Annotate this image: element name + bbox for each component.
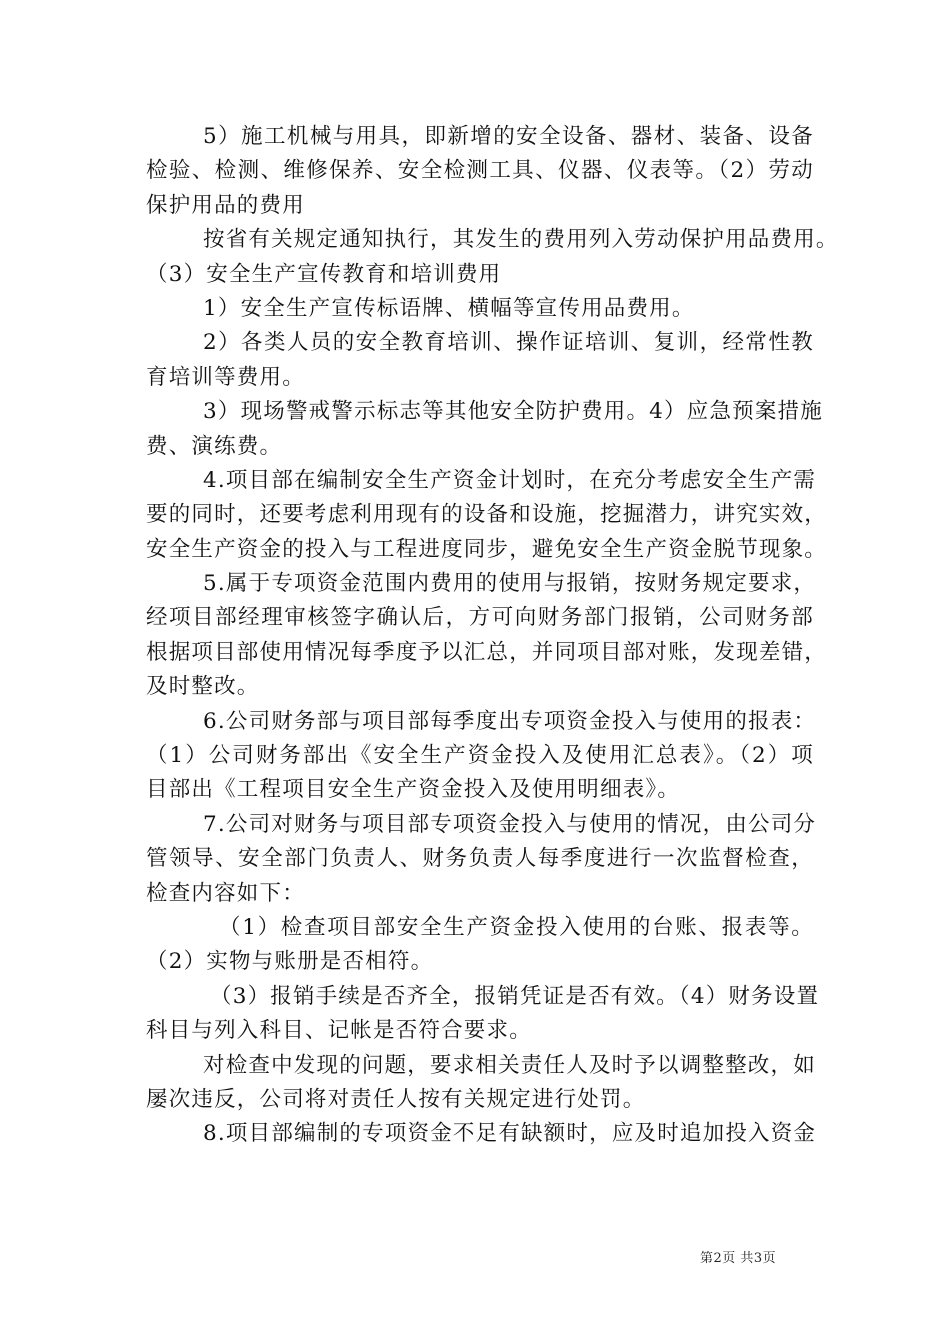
text-line: 及时整改。 [146, 674, 260, 700]
text-line: 对检查中发现的问题，要求相关责任人及时予以调整整改，如 [203, 1052, 816, 1078]
text-line: 7.公司对财务与项目部专项资金投入与使用的情况，由公司分 [203, 811, 817, 837]
text-line: 检验、检测、维修保养、安全检测工具、仪器、仪表等。（2）劳动 [146, 158, 814, 184]
text-line: 检查内容如下： [146, 880, 305, 906]
text-line: （3）报销手续是否齐全，报销凭证是否有效。（4）财务设置 [210, 983, 820, 1009]
text-line: （1）检查项目部安全生产资金投入使用的台账、报表等。 [219, 914, 814, 940]
text-line: （2）实物与账册是否相符。 [146, 949, 434, 975]
text-line: 2）各类人员的安全教育培训、操作证培训、复训，经常性教 [203, 330, 814, 356]
text-line: 1）安全生产宣传标语牌、横幅等宣传用品费用。 [203, 295, 695, 321]
text-line: 目部出《工程项目安全生产资金投入及使用明细表》。 [146, 777, 681, 803]
text-line: 育培训等费用。 [146, 364, 305, 390]
text-line: 4.项目部在编制安全生产资金计划时，在充分考虑安全生产需 [203, 467, 817, 493]
text-line: 科目与列入科目、记帐是否符合要求。 [146, 1018, 532, 1044]
text-line: 要的同时，还要考虑利用现有的设备和设施，挖掘潜力，讲究实效， [146, 502, 828, 528]
text-line: 费、演练费。 [146, 433, 283, 459]
text-line: 安全生产资金的投入与工程进度同步，避免安全生产资金脱节现象。 [146, 536, 828, 562]
text-line: 保护用品的费用 [146, 192, 305, 218]
text-line: 5.属于专项资金范围内费用的使用与报销，按财务规定要求， [203, 571, 817, 597]
text-line: （1）公司财务部出《安全生产资金投入及使用汇总表》。（2）项 [146, 743, 814, 769]
text-line: 按省有关规定通知执行，其发生的费用列入劳动保护用品费用。 [203, 227, 839, 253]
text-line: 5）施工机械与用具，即新增的安全设备、器材、装备、设备 [203, 124, 814, 149]
text-line: 3）现场警戒警示标志等其他安全防护费用。4）应急预案措施 [203, 399, 823, 425]
text-line: 管领导、安全部门负责人、财务负责人每季度进行一次监督检查， [146, 846, 814, 872]
text-line: 屡次违反，公司将对责任人按有关规定进行处罚。 [146, 1086, 646, 1112]
page-number-footer: 第2页 共3页 [700, 1251, 777, 1266]
text-line: 根据项目部使用情况每季度予以汇总，并同项目部对账，发现差错， [146, 639, 828, 665]
document-body [146, 120, 839, 1152]
text-line: 经项目部经理审核签字确认后，方可向财务部门报销，公司财务部 [146, 605, 814, 631]
text-line: （3）安全生产宣传教育和培训费用 [146, 261, 502, 287]
text-line: 8.项目部编制的专项资金不足有缺额时，应及时追加投入资金 [203, 1121, 817, 1147]
text-line: 6.公司财务部与项目部每季度出专项资金投入与使用的报表： [203, 708, 817, 734]
